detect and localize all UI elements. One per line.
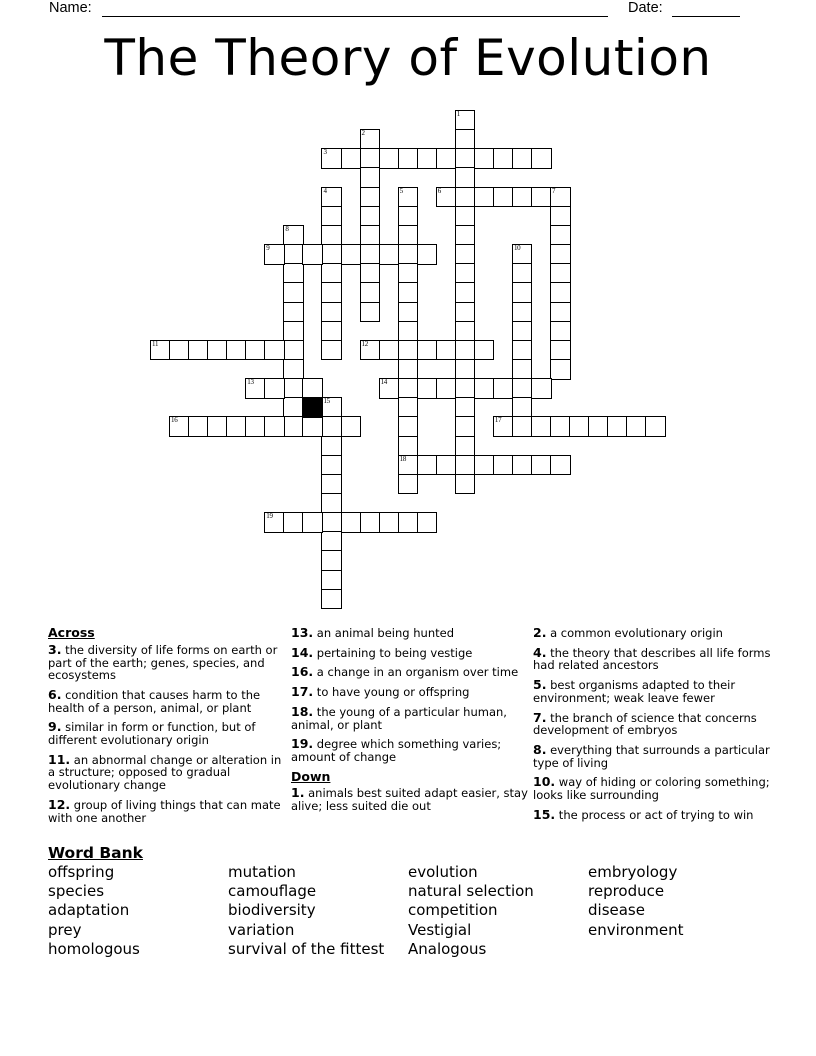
answer-cell[interactable] xyxy=(455,225,476,246)
answer-cell[interactable] xyxy=(512,148,533,169)
answer-cell[interactable] xyxy=(550,302,571,323)
cell-number: 4 xyxy=(323,186,327,195)
word-bank-word: survival of the fittest xyxy=(228,939,385,958)
clue-number-label: 6. xyxy=(48,686,62,702)
answer-cell[interactable] xyxy=(321,244,342,265)
down-clue-7: 7. the branch of science that concerns development of embryos xyxy=(533,709,757,738)
answer-cell[interactable] xyxy=(550,225,571,246)
across-clue-3: 3. the diversity of life forms on earth or part of the earth; genes, species, and ecosystems xyxy=(48,641,278,683)
cell-number: 15 xyxy=(323,397,330,406)
across-clue-11: 11. an abnormal change or alteration in a structure; opposed to gradual evolutionary change xyxy=(48,751,282,793)
answer-cell[interactable] xyxy=(417,378,438,399)
cell-number: 11 xyxy=(152,339,159,348)
answer-cell[interactable] xyxy=(360,263,381,284)
answer-cell[interactable] xyxy=(360,129,381,150)
word-bank-word: offspring xyxy=(48,863,115,881)
clue-number-label: 3. xyxy=(48,641,62,657)
cell-number: 19 xyxy=(266,512,273,521)
answer-cell[interactable] xyxy=(512,359,533,380)
answer-cell[interactable] xyxy=(283,359,304,380)
answer-cell[interactable] xyxy=(455,436,476,457)
answer-cell[interactable] xyxy=(455,321,476,342)
answer-cell[interactable] xyxy=(455,187,476,208)
down-clue-2: 2. a common evolutionary origin xyxy=(533,625,723,640)
word-bank-word: environment xyxy=(588,920,684,939)
answer-cell[interactable] xyxy=(417,340,438,361)
cell-number: 8 xyxy=(285,224,289,233)
answer-cell[interactable] xyxy=(321,263,342,284)
answer-cell[interactable] xyxy=(302,244,323,265)
answer-cell[interactable] xyxy=(283,416,304,437)
answer-cell[interactable] xyxy=(436,378,457,399)
answer-cell[interactable] xyxy=(264,340,285,361)
answer-cell[interactable] xyxy=(550,187,571,208)
cell-number: 2 xyxy=(361,129,365,138)
clue-number-label: 8. xyxy=(533,741,547,757)
answer-cell[interactable] xyxy=(321,340,342,361)
answer-cell[interactable] xyxy=(283,321,304,342)
across-clue-6: 6. condition that causes harm to the health of a person, animal, or plant xyxy=(48,686,261,715)
across-clue-18: 18. the young of a particular human, animal, or plant xyxy=(291,703,507,732)
name-label: Name: xyxy=(49,0,92,16)
answer-cell[interactable] xyxy=(341,244,362,265)
clue-number-label: 17. xyxy=(291,684,314,700)
answer-cell[interactable] xyxy=(341,416,362,437)
black-cell xyxy=(302,397,323,418)
cell-number: 18 xyxy=(399,454,407,463)
answer-cell[interactable] xyxy=(245,378,266,399)
answer-cell[interactable] xyxy=(264,512,285,533)
answer-cell[interactable] xyxy=(207,416,228,437)
answer-cell[interactable] xyxy=(550,359,571,380)
clue-number-label: 11. xyxy=(48,751,71,767)
answer-cell[interactable] xyxy=(512,263,533,284)
answer-cell[interactable] xyxy=(493,378,514,399)
answer-cell[interactable] xyxy=(512,302,533,323)
cell-number: 1 xyxy=(456,110,460,118)
word-bank-word: adaptation xyxy=(48,901,130,920)
word-bank-word: embryology xyxy=(588,863,678,881)
clue-number-label: 9. xyxy=(48,719,62,735)
answer-cell[interactable] xyxy=(360,512,381,533)
answer-cell[interactable] xyxy=(455,359,476,380)
answer-cell[interactable] xyxy=(474,455,495,476)
answer-cell[interactable] xyxy=(360,340,381,361)
word-bank-word: disease xyxy=(588,901,645,920)
clues-column-left xyxy=(48,627,288,831)
answer-cell[interactable] xyxy=(512,340,533,361)
word-bank-word: mutation xyxy=(228,863,296,881)
answer-cell[interactable] xyxy=(150,340,171,361)
answer-cell[interactable] xyxy=(188,416,209,437)
cell-number: 12 xyxy=(361,339,368,348)
word-bank-word: natural selection xyxy=(408,882,534,901)
answer-cell[interactable] xyxy=(417,244,438,265)
answer-cell[interactable] xyxy=(512,397,533,418)
word-bank-word: species xyxy=(48,882,105,901)
answer-cell[interactable] xyxy=(512,455,533,476)
answer-cell[interactable] xyxy=(398,148,419,169)
answer-cell[interactable] xyxy=(550,340,571,361)
answer-cell[interactable] xyxy=(398,321,419,342)
answer-cell[interactable] xyxy=(302,378,323,399)
answer-cell[interactable] xyxy=(264,416,285,437)
answer-cell[interactable] xyxy=(455,167,476,188)
answer-cell[interactable] xyxy=(398,302,419,323)
answer-cell[interactable] xyxy=(550,263,571,284)
answer-cell[interactable] xyxy=(398,244,419,265)
answer-cell[interactable] xyxy=(550,282,571,303)
clue-number-label: 13. xyxy=(291,625,314,640)
answer-cell[interactable] xyxy=(321,148,342,169)
answer-cell[interactable] xyxy=(398,206,419,227)
answer-cell[interactable] xyxy=(283,302,304,323)
answer-cell[interactable] xyxy=(283,244,304,265)
answer-cell[interactable] xyxy=(455,474,476,495)
answer-cell[interactable] xyxy=(550,416,571,437)
answer-cell[interactable] xyxy=(321,206,342,227)
answer-cell[interactable] xyxy=(283,263,304,284)
clue-number-label: 15. xyxy=(533,806,556,822)
word-bank-word: competition xyxy=(408,901,498,920)
answer-cell[interactable] xyxy=(398,378,419,399)
answer-cell[interactable] xyxy=(398,397,419,418)
answer-cell[interactable] xyxy=(302,512,323,533)
page-title: The Theory of Evolution xyxy=(104,29,712,87)
clue-number-label: 10. xyxy=(533,774,556,790)
answer-cell[interactable] xyxy=(264,378,285,399)
answer-cell[interactable] xyxy=(455,129,476,150)
answer-cell[interactable] xyxy=(417,512,438,533)
answer-cell[interactable] xyxy=(455,148,476,169)
answer-cell[interactable] xyxy=(398,455,419,476)
answer-cell[interactable] xyxy=(321,416,342,437)
answer-cell[interactable] xyxy=(283,397,304,418)
word-bank-word: reproduce xyxy=(588,882,665,901)
answer-cell[interactable] xyxy=(283,282,304,303)
answer-cell[interactable] xyxy=(531,187,552,208)
clue-number-label: 2. xyxy=(533,625,547,640)
answer-cell[interactable] xyxy=(398,340,419,361)
answer-cell[interactable] xyxy=(417,455,438,476)
answer-cell[interactable] xyxy=(455,378,476,399)
word-bank-word: prey xyxy=(48,920,82,939)
answer-cell[interactable] xyxy=(245,340,266,361)
answer-cell[interactable] xyxy=(474,187,495,208)
answer-cell[interactable] xyxy=(455,263,476,284)
answer-cell[interactable] xyxy=(550,321,571,342)
answer-cell[interactable] xyxy=(436,187,457,208)
answer-cell[interactable] xyxy=(188,340,209,361)
answer-cell[interactable] xyxy=(379,378,400,399)
answer-cell[interactable] xyxy=(398,225,419,246)
word-bank-word: biodiversity xyxy=(228,901,316,920)
answer-cell[interactable] xyxy=(550,206,571,227)
word-bank-word: evolution xyxy=(408,863,478,881)
down-clue-5: 5. best organisms adapted to their environment; weak leave fewer xyxy=(533,677,736,705)
clue-number-label: 1. xyxy=(291,785,305,801)
answer-cell[interactable] xyxy=(283,340,304,361)
answer-cell[interactable] xyxy=(512,378,533,399)
answer-cell[interactable] xyxy=(455,340,476,361)
answer-cell[interactable] xyxy=(645,416,666,437)
answer-cell[interactable] xyxy=(588,416,609,437)
answer-cell[interactable] xyxy=(455,244,476,265)
answer-cell[interactable] xyxy=(283,378,304,399)
word-bank-word: homologous xyxy=(48,939,140,958)
clue-number-label: 7. xyxy=(533,709,547,725)
down-clue-15: 15. the process or act of trying to win xyxy=(533,806,754,822)
down-clue-1: 1. animals best suited adapt easier, stay alive; less suited die out xyxy=(291,785,528,814)
answer-cell[interactable] xyxy=(398,263,419,284)
word-bank-header: Word Bank xyxy=(48,844,143,862)
clue-number-label: 16. xyxy=(291,664,314,680)
answer-cell[interactable] xyxy=(512,244,533,265)
cell-number: 5 xyxy=(399,186,403,195)
answer-cell[interactable] xyxy=(531,378,552,399)
answer-cell[interactable] xyxy=(436,148,457,169)
answer-cell[interactable] xyxy=(321,570,342,591)
word-bank-column xyxy=(48,863,140,959)
answer-cell[interactable] xyxy=(321,321,342,342)
across-clue-14: 14. pertaining to being vestige xyxy=(291,644,473,660)
answer-cell[interactable] xyxy=(398,359,419,380)
clue-number-label: 12. xyxy=(48,796,71,812)
name-blank-line xyxy=(102,16,608,17)
answer-cell[interactable] xyxy=(321,493,342,514)
clue-number-label: 14. xyxy=(291,644,314,660)
word-bank-word: variation xyxy=(228,920,295,939)
answer-cell[interactable] xyxy=(436,340,457,361)
answer-cell[interactable] xyxy=(360,167,381,188)
across-clue-13: 13. an animal being hunted xyxy=(291,625,454,640)
date-blank-line xyxy=(672,16,740,17)
answer-cell[interactable] xyxy=(226,416,247,437)
answer-cell[interactable] xyxy=(321,302,342,323)
down-clue-8: 8. everything that surrounds a particular type of living xyxy=(533,741,770,770)
answer-cell[interactable] xyxy=(321,531,342,552)
answer-cell[interactable] xyxy=(398,416,419,437)
clue-number-label: 5. xyxy=(533,677,547,693)
cell-number: 10 xyxy=(513,244,521,253)
answer-cell[interactable] xyxy=(321,550,342,571)
answer-cell[interactable] xyxy=(341,148,362,169)
answer-cell[interactable] xyxy=(493,455,514,476)
answer-cell[interactable] xyxy=(474,340,495,361)
down-clue-4: 4. the theory that describes all life forms had related ancestors xyxy=(533,644,771,673)
cell-number: 13 xyxy=(247,378,254,387)
answer-cell[interactable] xyxy=(607,416,628,437)
answer-cell[interactable] xyxy=(321,225,342,246)
answer-cell[interactable] xyxy=(360,206,381,227)
across-clue-19: 19. degree which something varies; amount of change xyxy=(291,736,502,764)
answer-cell[interactable] xyxy=(455,282,476,303)
answer-cell[interactable] xyxy=(302,416,323,437)
answer-cell[interactable] xyxy=(512,282,533,303)
answer-cell[interactable] xyxy=(531,148,552,169)
clues-column-right xyxy=(533,627,771,828)
answer-cell[interactable] xyxy=(455,416,476,437)
across-clue-9: 9. similar in form or function, but of different evolutionary origin xyxy=(48,719,256,748)
word-bank-column xyxy=(588,863,684,940)
answer-cell[interactable] xyxy=(360,244,381,265)
answer-cell[interactable] xyxy=(512,187,533,208)
answer-cell[interactable] xyxy=(417,148,438,169)
cell-number: 7 xyxy=(552,186,556,195)
answer-cell[interactable] xyxy=(436,455,457,476)
clue-number-label: 19. xyxy=(291,736,314,752)
answer-cell[interactable] xyxy=(321,436,342,457)
answer-cell[interactable] xyxy=(360,282,381,303)
answer-cell[interactable] xyxy=(512,321,533,342)
answer-cell[interactable] xyxy=(493,416,514,437)
word-bank-word: camouflage xyxy=(228,882,317,901)
answer-cell[interactable] xyxy=(321,474,342,495)
answer-cell[interactable] xyxy=(379,148,400,169)
clues-column-middle xyxy=(291,627,529,820)
down-clue-10: 10. way of hiding or coloring something; looks like surrounding xyxy=(533,774,770,803)
answer-cell[interactable] xyxy=(626,416,647,437)
cell-number: 3 xyxy=(323,148,327,157)
word-bank-word: Analogous xyxy=(408,939,487,958)
answer-cell[interactable] xyxy=(398,187,419,208)
answer-cell[interactable] xyxy=(321,397,342,418)
answer-cell[interactable] xyxy=(207,340,228,361)
answer-cell[interactable] xyxy=(360,187,381,208)
answer-cell[interactable] xyxy=(341,512,362,533)
clue-number-label: 18. xyxy=(291,703,314,719)
answer-cell[interactable] xyxy=(321,187,342,208)
answer-cell[interactable] xyxy=(283,225,304,246)
answer-cell[interactable] xyxy=(531,416,552,437)
across-header: Across xyxy=(48,625,95,640)
answer-cell[interactable] xyxy=(455,302,476,323)
down-header: Down xyxy=(291,768,331,784)
answer-cell[interactable] xyxy=(169,416,190,437)
answer-cell[interactable] xyxy=(169,340,190,361)
answer-cell[interactable] xyxy=(550,244,571,265)
across-clue-12: 12. group of living things that can mate with one another xyxy=(48,796,281,825)
cell-number: 17 xyxy=(494,416,502,425)
answer-cell[interactable] xyxy=(398,436,419,457)
answer-cell[interactable] xyxy=(321,455,342,476)
answer-cell[interactable] xyxy=(245,416,266,437)
answer-cell[interactable] xyxy=(360,148,381,169)
answer-cell[interactable] xyxy=(379,512,400,533)
clue-number-label: 4. xyxy=(533,644,547,660)
answer-cell[interactable] xyxy=(569,416,590,437)
answer-cell[interactable] xyxy=(321,282,342,303)
cell-number: 16 xyxy=(171,416,178,425)
across-clue-17: 17. to have young or offspring xyxy=(291,684,470,700)
answer-cell[interactable] xyxy=(455,455,476,476)
answer-cell[interactable] xyxy=(379,244,400,265)
cell-number: 6 xyxy=(437,186,441,195)
answer-cell[interactable] xyxy=(360,302,381,323)
answer-cell[interactable] xyxy=(398,474,419,495)
across-clue-16: 16. a change in an organism over time xyxy=(291,664,519,680)
date-label: Date: xyxy=(628,0,663,16)
word-bank-column xyxy=(408,863,534,959)
answer-cell[interactable] xyxy=(264,244,285,265)
answer-cell[interactable] xyxy=(321,512,342,533)
word-bank-word: Vestigial xyxy=(408,920,472,939)
cell-number: 9 xyxy=(266,244,270,253)
answer-cell[interactable] xyxy=(398,512,419,533)
answer-cell[interactable] xyxy=(283,512,304,533)
answer-cell[interactable] xyxy=(474,148,495,169)
cell-number: 14 xyxy=(380,378,387,387)
answer-cell[interactable] xyxy=(531,455,552,476)
answer-cell[interactable] xyxy=(550,455,571,476)
answer-cell[interactable] xyxy=(455,206,476,227)
answer-cell[interactable] xyxy=(379,340,400,361)
answer-cell[interactable] xyxy=(455,397,476,418)
answer-cell[interactable] xyxy=(493,148,514,169)
answer-cell[interactable] xyxy=(474,378,495,399)
answer-cell[interactable] xyxy=(360,225,381,246)
answer-cell[interactable] xyxy=(226,340,247,361)
answer-cell[interactable] xyxy=(512,416,533,437)
answer-cell[interactable] xyxy=(493,187,514,208)
answer-cell[interactable] xyxy=(398,282,419,303)
answer-cell[interactable] xyxy=(321,589,342,610)
word-bank-column xyxy=(228,863,384,959)
answer-cell[interactable] xyxy=(455,110,476,131)
